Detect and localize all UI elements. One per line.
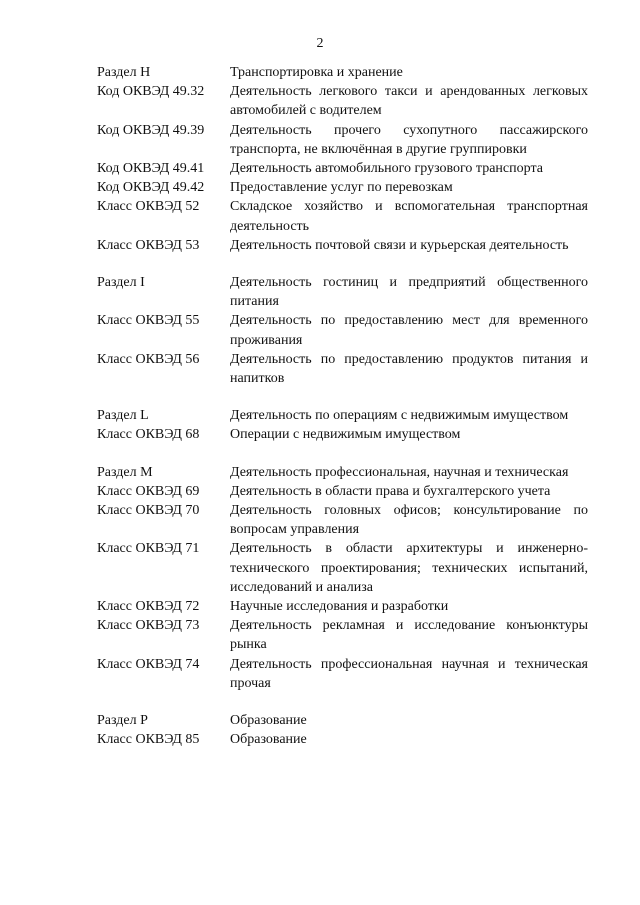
list-item [97,197,588,235]
okved-code: Раздел L [97,408,149,424]
list-item [97,178,588,197]
okved-description: Деятельность гостиниц и предприятий общественного питания [230,275,588,310]
okved-description: Деятельность в области права и бухгалтерского учета [230,483,551,499]
okved-description: Операции с недвижимым имуществом [230,427,461,443]
okved-description: Деятельность профессиональная, научная и техническая [230,464,569,480]
okved-description: Складское хозяйство и вспомогательная транспортная деятельность [230,199,588,234]
list-item [97,350,588,388]
list-item [97,501,588,539]
okved-description: Транспортировка и хранение [230,65,403,80]
okved-code: Класс ОКВЭД 70 [97,503,200,519]
list-item [97,82,588,120]
okved-code: Класс ОКВЭД 85 [97,732,200,748]
okved-description: Научные исследования и разработки [230,599,449,615]
okved-description: Деятельность прочего сухопутного пассажирского транспорта, не включённая в другие группировки [230,122,588,157]
okved-description: Деятельность легкового такси и арендованных легковых автомобилей с водителем [230,84,588,119]
okved-description: Деятельность автомобильного грузового транспорта [230,161,543,177]
okved-code: Код ОКВЭД 49.39 [97,122,205,138]
okved-code: Класс ОКВЭД 71 [97,541,200,557]
okved-code: Код ОКВЭД 49.41 [97,161,205,177]
list-item [97,236,588,255]
okved-code: Раздел I [97,275,145,291]
list-item [97,463,588,482]
okved-description: Предоставление услуг по перевозкам [230,180,453,196]
okved-code: Класс ОКВЭД 72 [97,599,200,615]
okved-description: Деятельность рекламная и исследование конъюнктуры рынка [230,618,588,653]
okved-code: Класс ОКВЭД 56 [97,351,200,367]
okved-code: Раздел P [97,713,148,729]
okved-description: Деятельность по операциям с недвижимым имуществом [230,408,569,424]
okved-code: Класс ОКВЭД 73 [97,618,200,634]
page-number: 2 [316,36,324,51]
okved-description: Образование [230,713,307,729]
okved-code: Класс ОКВЭД 53 [97,237,200,253]
okved-code: Класс ОКВЭД 74 [97,656,200,672]
list-item [97,159,588,178]
list-item [97,406,588,425]
okved-code: Класс ОКВЭД 68 [97,427,200,443]
okved-code: Код ОКВЭД 49.42 [97,180,205,196]
list-item [97,655,588,693]
list-item [97,63,588,82]
list-item [97,711,588,730]
okved-code: Раздел H [97,65,151,80]
okved-code: Раздел M [97,464,153,480]
okved-description: Деятельность по предоставлению мест для временного проживания [230,313,588,348]
okved-description: Деятельность в области архитектуры и инженерно-технического проектирования; технических испытаний, исследований и анализа [230,541,588,595]
okved-description: Деятельность головных офисов; консультирование по вопросам управления [230,503,588,538]
list-item [97,311,588,349]
list-item [97,730,588,749]
okved-description: Деятельность по предоставлению продуктов питания и напитков [230,351,588,387]
list-item [97,539,588,597]
list-item [97,597,588,616]
okved-description: Деятельность почтовой связи и курьерская деятельность [230,237,569,253]
list-item [97,121,588,159]
okved-code: Код ОКВЭД 49.32 [97,84,205,100]
okved-list [97,63,588,750]
okved-code: Класс ОКВЭД 55 [97,313,200,329]
list-item [97,616,588,654]
list-item [97,273,588,311]
list-item [97,482,588,501]
okved-description: Образование [230,732,307,748]
list-item [97,425,588,444]
okved-code: Класс ОКВЭД 69 [97,483,200,499]
okved-code: Класс ОКВЭД 52 [97,199,200,215]
okved-description: Деятельность профессиональная научная и техническая прочая [230,656,588,691]
